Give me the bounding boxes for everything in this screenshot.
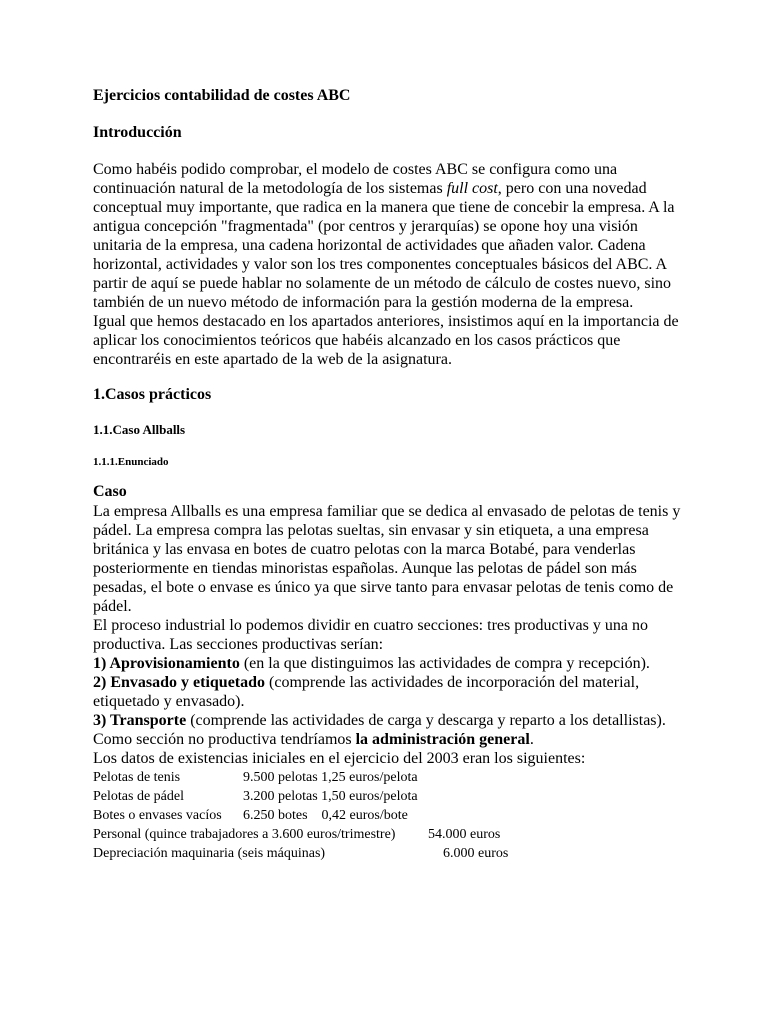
non-productive-paragraph <box>93 730 685 749</box>
document-title: Ejercicios contabilidad de costes ABC <box>93 87 351 104</box>
table-cell-value: 6.250 botes 0,42 euros/bote <box>243 808 408 823</box>
section-item-1 <box>93 654 685 673</box>
caso-heading: Caso <box>93 483 127 500</box>
existencias-table <box>93 768 685 863</box>
section-item-3 <box>93 711 685 730</box>
intro-heading: Introducción <box>93 124 182 141</box>
table-row <box>93 825 685 844</box>
table-cell-value: 3.200 pelotas 1,50 euros/pelota <box>243 789 418 804</box>
table-cell-value: 6.000 euros <box>443 846 509 861</box>
intro-paragraph-1 <box>93 160 685 312</box>
non-productive-start: Como sección no productiva tendríamos <box>93 731 356 748</box>
table-cell-value: 54.000 euros <box>428 827 501 842</box>
table-cell-label: Botes o envases vacíos <box>93 808 222 823</box>
caso-paragraph-2: El proceso industrial lo podemos dividir en cuatro secciones: tres productivas y una no productiva. Las secciones productivas serían: <box>93 617 648 653</box>
section-item-1-title: 1) Aprovisionamiento <box>93 655 240 672</box>
existencias-paragraph: Los datos de existencias iniciales en el ejercicio del 2003 eran los siguientes: <box>93 750 586 767</box>
section-item-3-title: 3) Transporte <box>93 712 187 729</box>
intro-paragraph-1-emphasis: full cost <box>446 180 498 197</box>
caso-paragraph-1: La empresa Allballs es una empresa familiar que se dedica al envasado de pelotas de tenis y pádel. La empresa compra las pelotas sueltas, sin envasar y sin etiqueta, a una empresa británica y las envasa en botes de cuatro pelotas con la marca Botabé, para venderlas posteriormente en tiendas minoristas españolas. Aunque las pelotas de pádel son más pesadas, el bote o envase es único ya que sirve tanto para envasar pelotas de tenis como de pádel. <box>93 503 681 615</box>
section-item-2-title: 2) Envasado y etiquetado <box>93 674 266 691</box>
table-cell-label: Depreciación maquinaria (seis máquinas) <box>93 846 326 861</box>
intro-paragraph-1-end: , pero con una novedad conceptual muy importante, que radica en la manera que tiene de concebir la empresa. A la antigua concepción "fragmentada" (por centros y jerarquías) se opone hoy una visión unitaria de la empresa, una cadena horizontal de actividades que añaden valor. Cadena horizontal, actividades y valor son los tres componentes conceptuales básicos del ABC. A partir de aquí se puede hablar no solamente de un método de cálculo de costes nuevo, sino también de un nuevo método de información para la gestión moderna de la empresa. <box>93 180 675 311</box>
table-cell-value: 9.500 pelotas 1,25 euros/pelota <box>243 770 418 785</box>
section-heading-1-1: 1.1.Caso Allballs <box>93 422 186 437</box>
section-heading-1-1-1: 1.1.1.Enunciado <box>93 456 169 468</box>
section-item-1-text: (en la que distinguimos las actividades de compra y recepción). <box>239 655 650 672</box>
table-row <box>93 768 685 787</box>
table-cell-label: Personal (quince trabajadores a 3.600 euros/trimestre) <box>93 827 396 842</box>
section-heading-1: 1.Casos prácticos <box>93 386 212 403</box>
section-item-2 <box>93 673 685 711</box>
intro-paragraph-2: Igual que hemos destacado en los apartados anteriores, insistimos aquí en la importancia de aplicar los conocimientos teóricos que habéis alcanzado en los casos prácticos que encontraréis en este apartado de la web de la asignatura. <box>93 313 679 368</box>
non-productive-end: . <box>529 731 534 748</box>
table-cell-label: Pelotas de pádel <box>93 789 184 804</box>
table-row <box>93 787 685 806</box>
table-row <box>93 806 685 825</box>
section-item-3-text: (comprende las actividades de carga y descarga y reparto a los detallistas). <box>186 712 666 729</box>
non-productive-bold: la administración general <box>355 731 530 748</box>
table-cell-label: Pelotas de tenis <box>93 770 181 785</box>
section-item-2-text: (comprende las actividades de incorporación del material, etiquetado y envasado). <box>93 674 640 710</box>
intro-paragraph-1-start: Como habéis podido comprobar, el modelo de costes ABC se configura como una continuación natural de la metodología de los sistemas <box>93 161 618 197</box>
document-page <box>93 86 685 863</box>
table-row <box>93 844 685 863</box>
